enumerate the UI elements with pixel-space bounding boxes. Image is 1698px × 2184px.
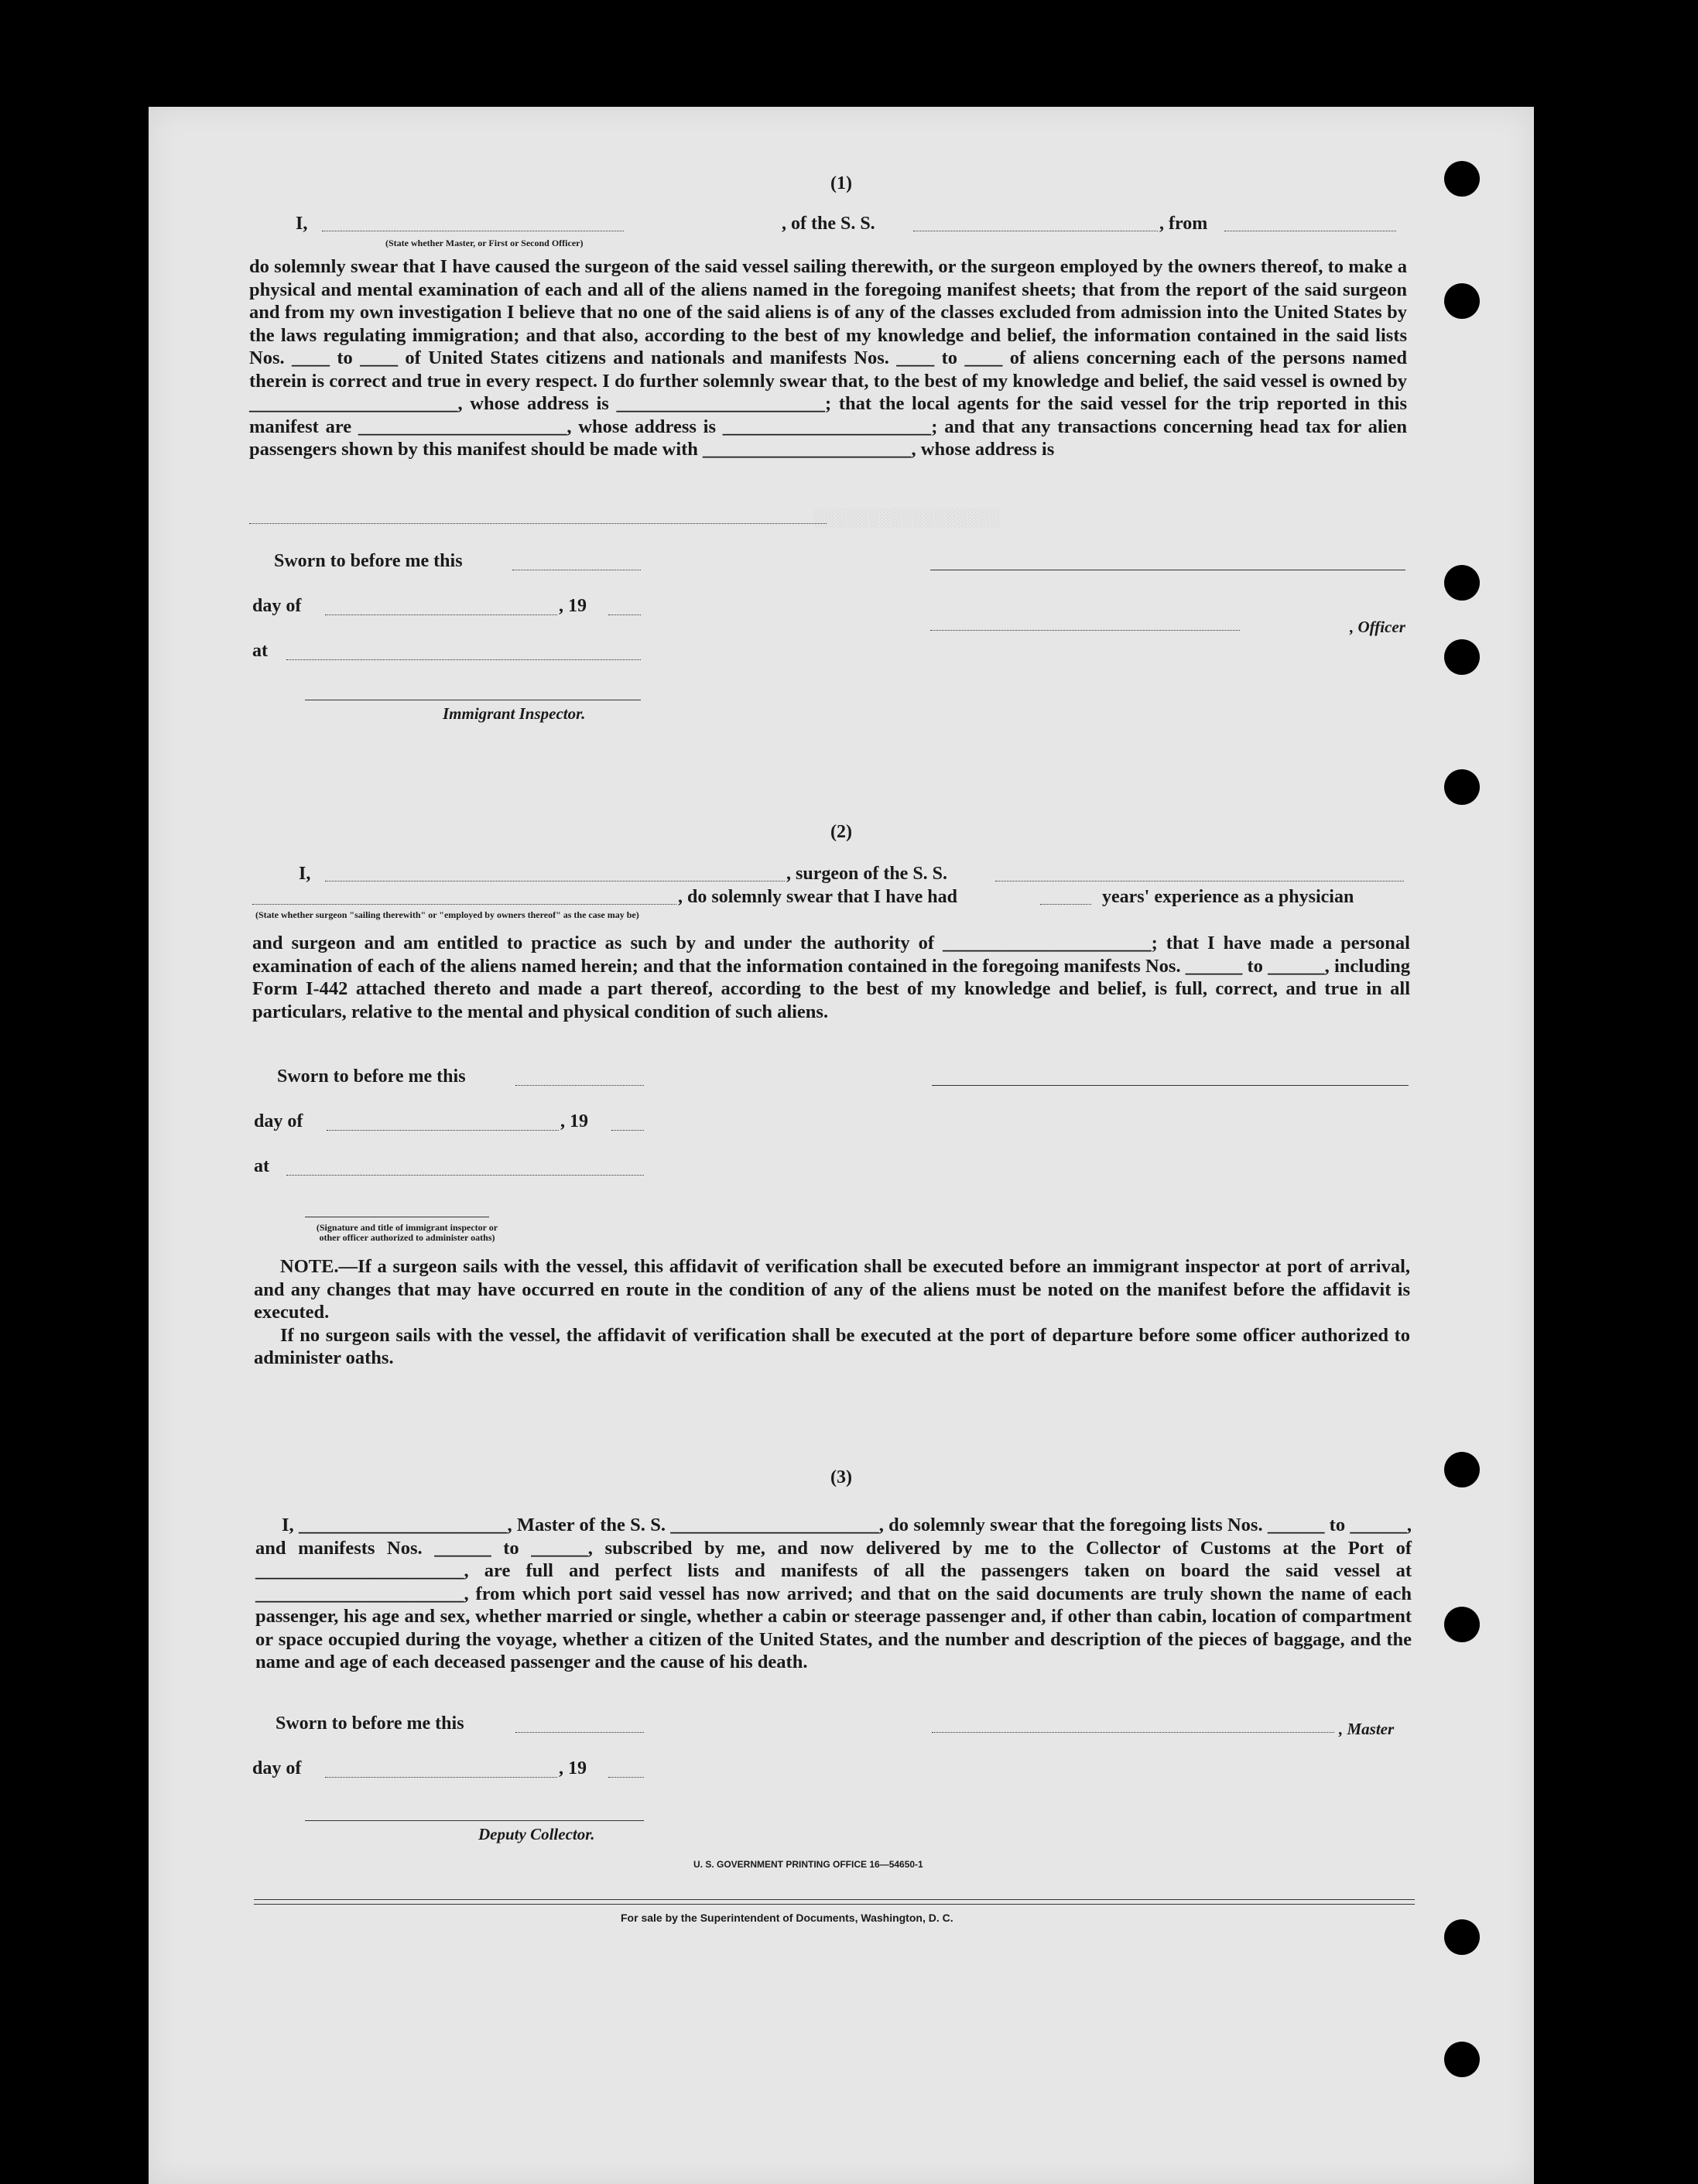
section1-I: I, bbox=[296, 214, 308, 234]
section3-body-wrap bbox=[255, 1514, 1412, 1674]
binder-hole bbox=[1444, 283, 1480, 319]
section1-day-blank bbox=[325, 614, 557, 615]
bleed-through: ░░░░░░░░░░░░░░░░░ bbox=[814, 509, 1001, 529]
section1-at-blank bbox=[286, 659, 641, 660]
section2-years-blank bbox=[1040, 904, 1091, 905]
section1-body: do solemnly swear that I have caused the surgeon of the said vessel sailing therewith, or the surgeon employed by the owners thereof, to make a physical and mental examination of each and all of the aliens named in the foregoing manifest sheets; that from the report of the said surgeon and from my own investigation I believe that no one of the said aliens is of any of the classes excluded from admission into the United States by the laws regulating immigration; and that also, according to the best of my knowledge and belief, the information contained in the said lists Nos. ____ to ____ of United States citizens and nationals and manifests Nos. ____ to ____ of aliens concerning each of the persons named therein is correct and true in every respect. I do further solemnly swear that, to the best of my knowledge and belief, the said vessel is owned by ______________________, whose address is ______________________; that the local agents for the said vessel for the trip reported in this manifest are ______________________, whose address is ______________________; and that any transactions concerning head tax for alien passengers shown by this manifest should be made with ______________________, whose address is bbox=[249, 256, 1407, 460]
section3-year-blank bbox=[608, 1777, 644, 1778]
section3-year: , 19 bbox=[559, 1758, 587, 1778]
binder-hole bbox=[1444, 161, 1480, 197]
binder-hole bbox=[1444, 1919, 1480, 1955]
section2-swear: , do solemnly swear that I have had bbox=[678, 887, 957, 907]
section1-sworn: Sworn to before me this bbox=[274, 551, 463, 571]
section3-number: (3) bbox=[830, 1467, 852, 1487]
binder-hole bbox=[1444, 639, 1480, 675]
binder-hole bbox=[1444, 2042, 1480, 2077]
binder-hole bbox=[1444, 1452, 1480, 1487]
form-page bbox=[149, 107, 1534, 2184]
section2-dayof: day of bbox=[254, 1111, 303, 1131]
section3-body: I, ______________________, Master of the S. S. ______________________, do solemnly swear that the foregoing lists Nos. ______ to ______, and manifests Nos. ______ to ______, subscribed by me, and now delivered by me to the Collector of Customs at the Port of ______________________, are full and perfect lists and manifests of all the passengers taken on board the said vessel at ______________________, from which port said vessel has now arrived; and that on the said documents are truly shown the name of each passenger, his age and sex, whether married or single, whether a cabin or steerage passenger and, if other than cabin, location of compartment or space occupied during the voyage, whether a citizen of the United States, and the number and description of the pieces of baggage, and the name and age of each deceased passenger and the cause of his death. bbox=[255, 1515, 1412, 1672]
section2-type-blank bbox=[252, 904, 676, 905]
section2-surgeon: , surgeon of the S. S. bbox=[786, 864, 948, 884]
section2-year-blank bbox=[611, 1130, 644, 1131]
section3-day-blank bbox=[325, 1777, 557, 1778]
section1-officer-blank2 bbox=[930, 630, 1240, 631]
section3-master-blank bbox=[932, 1732, 1334, 1733]
section1-address-blank bbox=[249, 523, 827, 524]
section2-note2-text: If no surgeon sails with the vessel, the affidavit of verification shall be executed at the port of departure before some officer authorized to administer oaths. bbox=[254, 1324, 1410, 1368]
section1-number: (1) bbox=[830, 173, 852, 193]
section2-number: (2) bbox=[830, 822, 852, 842]
section1-at: at bbox=[252, 641, 268, 661]
section3-collector-sigline bbox=[305, 1820, 644, 1821]
section1-year-blank bbox=[608, 614, 641, 615]
binder-hole bbox=[1444, 769, 1480, 805]
section3-collector: Deputy Collector. bbox=[478, 1825, 595, 1843]
section2-at-blank bbox=[286, 1175, 644, 1176]
section3-dayof: day of bbox=[252, 1758, 302, 1778]
section1-year: , 19 bbox=[559, 596, 587, 616]
footer-rule-bottom bbox=[254, 1904, 1415, 1905]
section1-officer: , Officer bbox=[1350, 618, 1405, 636]
section2-sworn: Sworn to before me this bbox=[277, 1066, 466, 1087]
section2-day-blank bbox=[327, 1130, 559, 1131]
section2-note: (State whether surgeon "sailing therewith" or "employed by owners thereof" as the case may be) bbox=[255, 909, 639, 920]
section3-master: , Master bbox=[1339, 1720, 1395, 1738]
binder-hole bbox=[1444, 1607, 1480, 1642]
section2-year: , 19 bbox=[560, 1111, 588, 1131]
section1-dayof: day of bbox=[252, 596, 302, 616]
section3-sworn-blank bbox=[515, 1732, 644, 1733]
for-sale: For sale by the Superintendent of Documents, Washington, D. C. bbox=[621, 1912, 953, 1924]
section2-note1 bbox=[254, 1255, 1410, 1370]
section2-sworn-blank bbox=[515, 1085, 644, 1086]
footer-rule-top bbox=[254, 1899, 1415, 1900]
section2-body: and surgeon and am entitled to practice as such by and under the authority of ______________________; that I have made a personal examination of each of the aliens named herein; and that the information contained in the foregoing manifests Nos. ______ to ______, including Form I-442 attached thereto and made a part thereof, according to the best of my knowledge and belief, is full, correct, and true in all particulars, relative to the mental and physical condition of such aliens. bbox=[252, 933, 1410, 1022]
printing-office: U. S. GOVERNMENT PRINTING OFFICE 16—54650-1 bbox=[693, 1859, 923, 1870]
section2-at: at bbox=[254, 1156, 269, 1176]
section1-ofss: , of the S. S. bbox=[782, 214, 875, 234]
section2-signature-note: (Signature and title of immigrant inspector or other officer authorized to administer oaths) bbox=[316, 1222, 498, 1243]
section2-note1-text: NOTE.—If a surgeon sails with the vessel, this affidavit of verification shall be executed before an immigrant inspector at port of arrival, and any changes that may have occurred en route in the condition of any of the aliens must be noted on the manifest before the affidavit is executed. bbox=[254, 1256, 1410, 1323]
section1-inspector: Immigrant Inspector. bbox=[443, 704, 586, 723]
section2-I: I, bbox=[299, 864, 311, 884]
section2-sigline bbox=[932, 1085, 1409, 1086]
section1-from: , from bbox=[1159, 214, 1208, 234]
section3-sworn: Sworn to before me this bbox=[276, 1713, 464, 1734]
binder-hole bbox=[1444, 565, 1480, 601]
section2-years: years' experience as a physician bbox=[1102, 887, 1354, 907]
section1-note: (State whether Master, or First or Second Officer) bbox=[385, 238, 584, 248]
